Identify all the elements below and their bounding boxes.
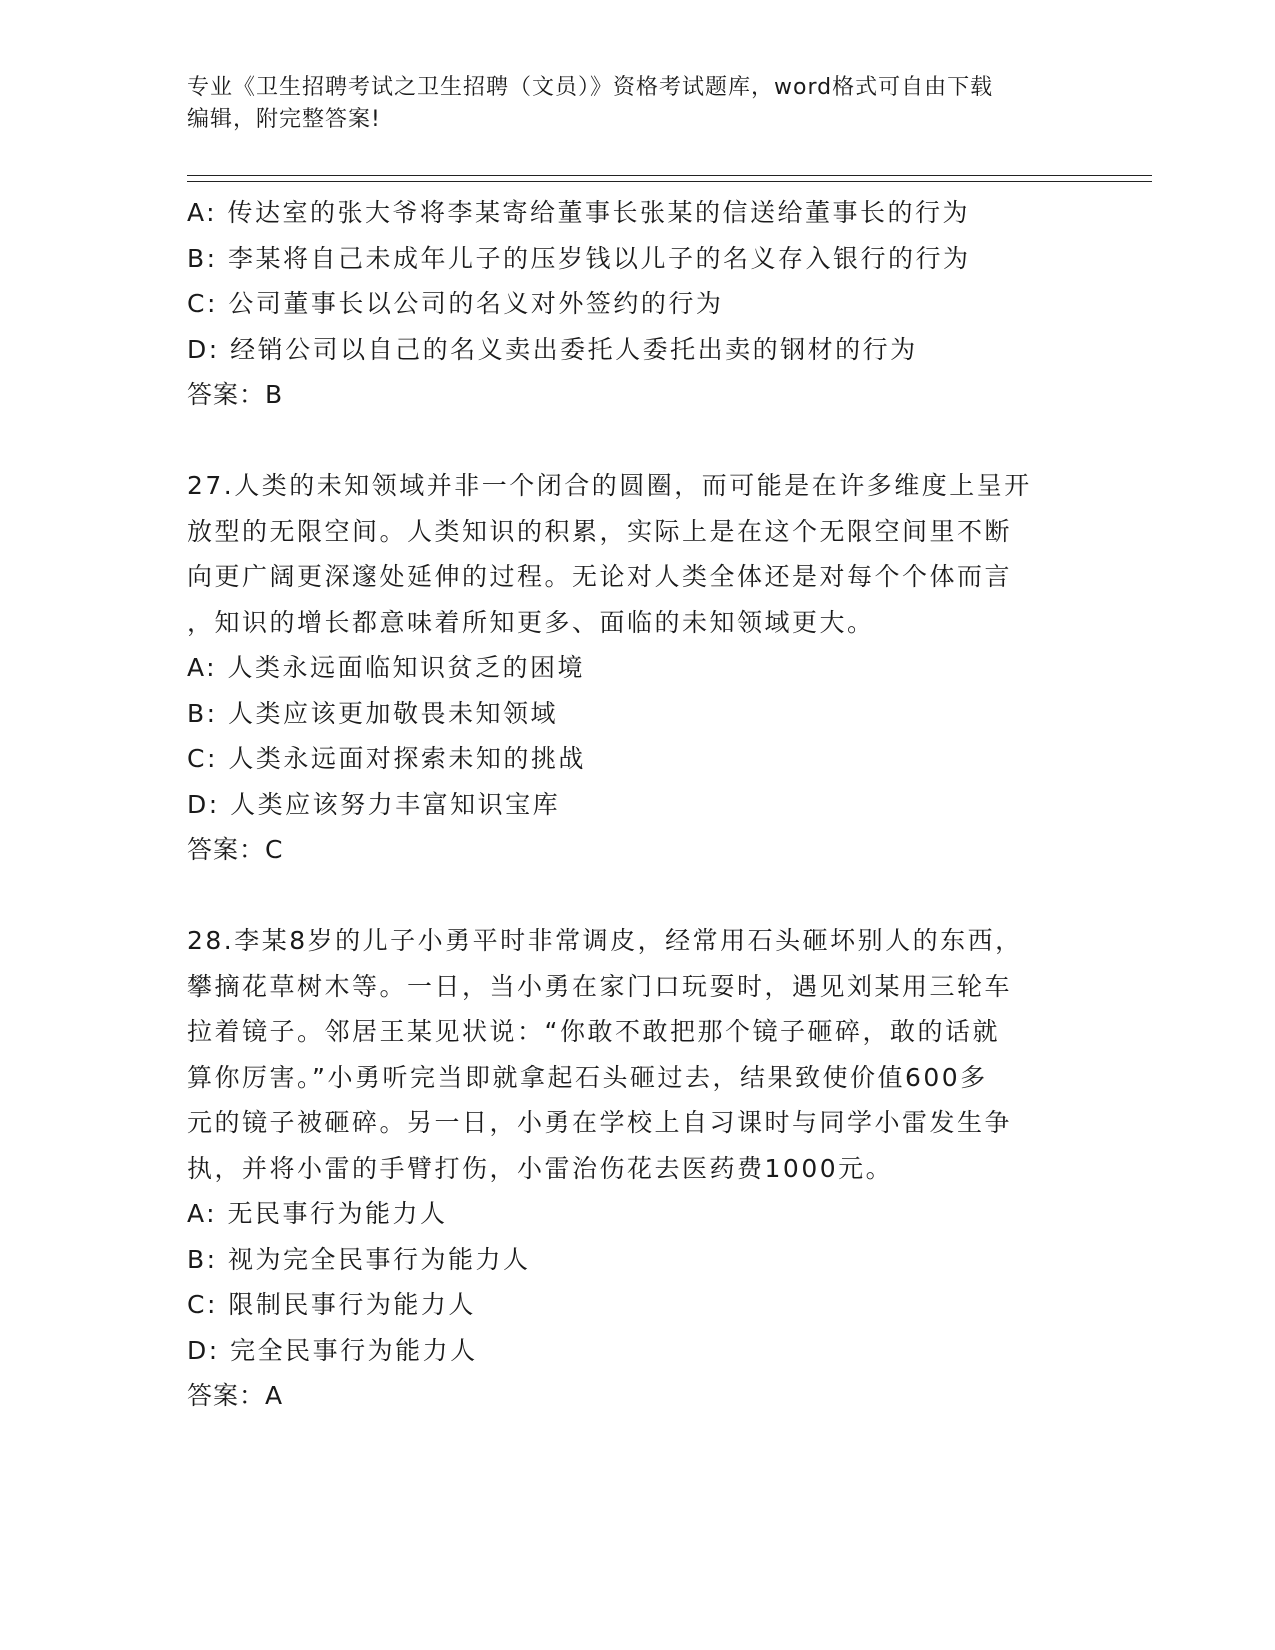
header-line-2: 编辑，附完整答案! [187,107,381,132]
option-d: D: 经销公司以自己的名义卖出委托人委托出卖的钢材的行为 [187,334,918,364]
option-c: C: 人类永远面对探索未知的挑战 [187,744,586,773]
answer-line: 答案：A [187,1381,284,1410]
option-d: D: 人类应该努力丰富知识宝库 [187,789,561,819]
question-stem-line: 元的镜子被砸碎。另一日，小勇在学校上自习课时与同学小雷发生争 [187,1108,1013,1137]
question-28 [187,918,1087,1419]
spacer [187,418,1087,464]
header-divider-bottom [187,181,1152,182]
option-c: C: 限制民事行为能力人 [187,1290,476,1319]
document-header [187,72,1087,136]
header-divider-top [187,175,1152,176]
option-d: D: 完全民事行为能力人 [187,1335,478,1365]
question-stem-line: 28.李某8岁的儿子小勇平时非常调皮，经常用石头砸坏别人的东西， [187,926,1023,955]
option-b: B: 人类应该更加敬畏未知领域 [187,698,559,728]
question-stem-line: 执，并将小雷的手臂打伤，小雷治伤花去医药费1000元。 [187,1153,894,1183]
option-b: B: 视为完全民事行为能力人 [187,1244,531,1274]
option-a: A: 人类永远面临知识贫乏的困境 [187,653,586,682]
question-26 [187,190,1087,418]
question-stem-line: 向更广阔更深邃处延伸的过程。无论对人类全体还是对每个个体而言 [187,562,1013,591]
spacer [187,873,1087,919]
option-b: B: 李某将自己未成年儿子的压岁钱以儿子的名义存入银行的行为 [187,243,971,273]
question-stem-line: 27.人类的未知领域并非一个闭合的圆圈，而可能是在许多维度上呈开 [187,471,1032,500]
answer-line: 答案：C [187,835,284,864]
option-c: C: 公司董事长以公司的名义对外签约的行为 [187,289,724,318]
option-a: A: 传达室的张大爷将李某寄给董事长张某的信送给董事长的行为 [187,198,971,227]
question-stem-line: 攀摘花草树木等。一日，当小勇在家门口玩耍时，遇见刘某用三轮车 [187,971,1013,1001]
option-a: A: 无民事行为能力人 [187,1199,448,1228]
question-27 [187,463,1087,873]
question-stem-line: ，知识的增长都意味着所知更多、面临的未知领域更大。 [187,607,875,637]
answer-line: 答案：B [187,380,284,409]
question-stem-line: 算你厉害。”小勇听完当即就拿起石头砸过去，结果致使价值600多 [187,1062,988,1092]
question-stem-line: 拉着镜子。邻居王某见状说：“你敢不敢把那个镜子砸碎，敢的话就 [187,1017,1000,1046]
header-line-1: 专业《卫生招聘考试之卫生招聘（文员）》资格考试题库，word格式可自由下载 [187,75,994,100]
document-body [187,190,1087,1419]
question-stem-line: 放型的无限空间。人类知识的积累，实际上是在这个无限空间里不断 [187,516,1013,546]
